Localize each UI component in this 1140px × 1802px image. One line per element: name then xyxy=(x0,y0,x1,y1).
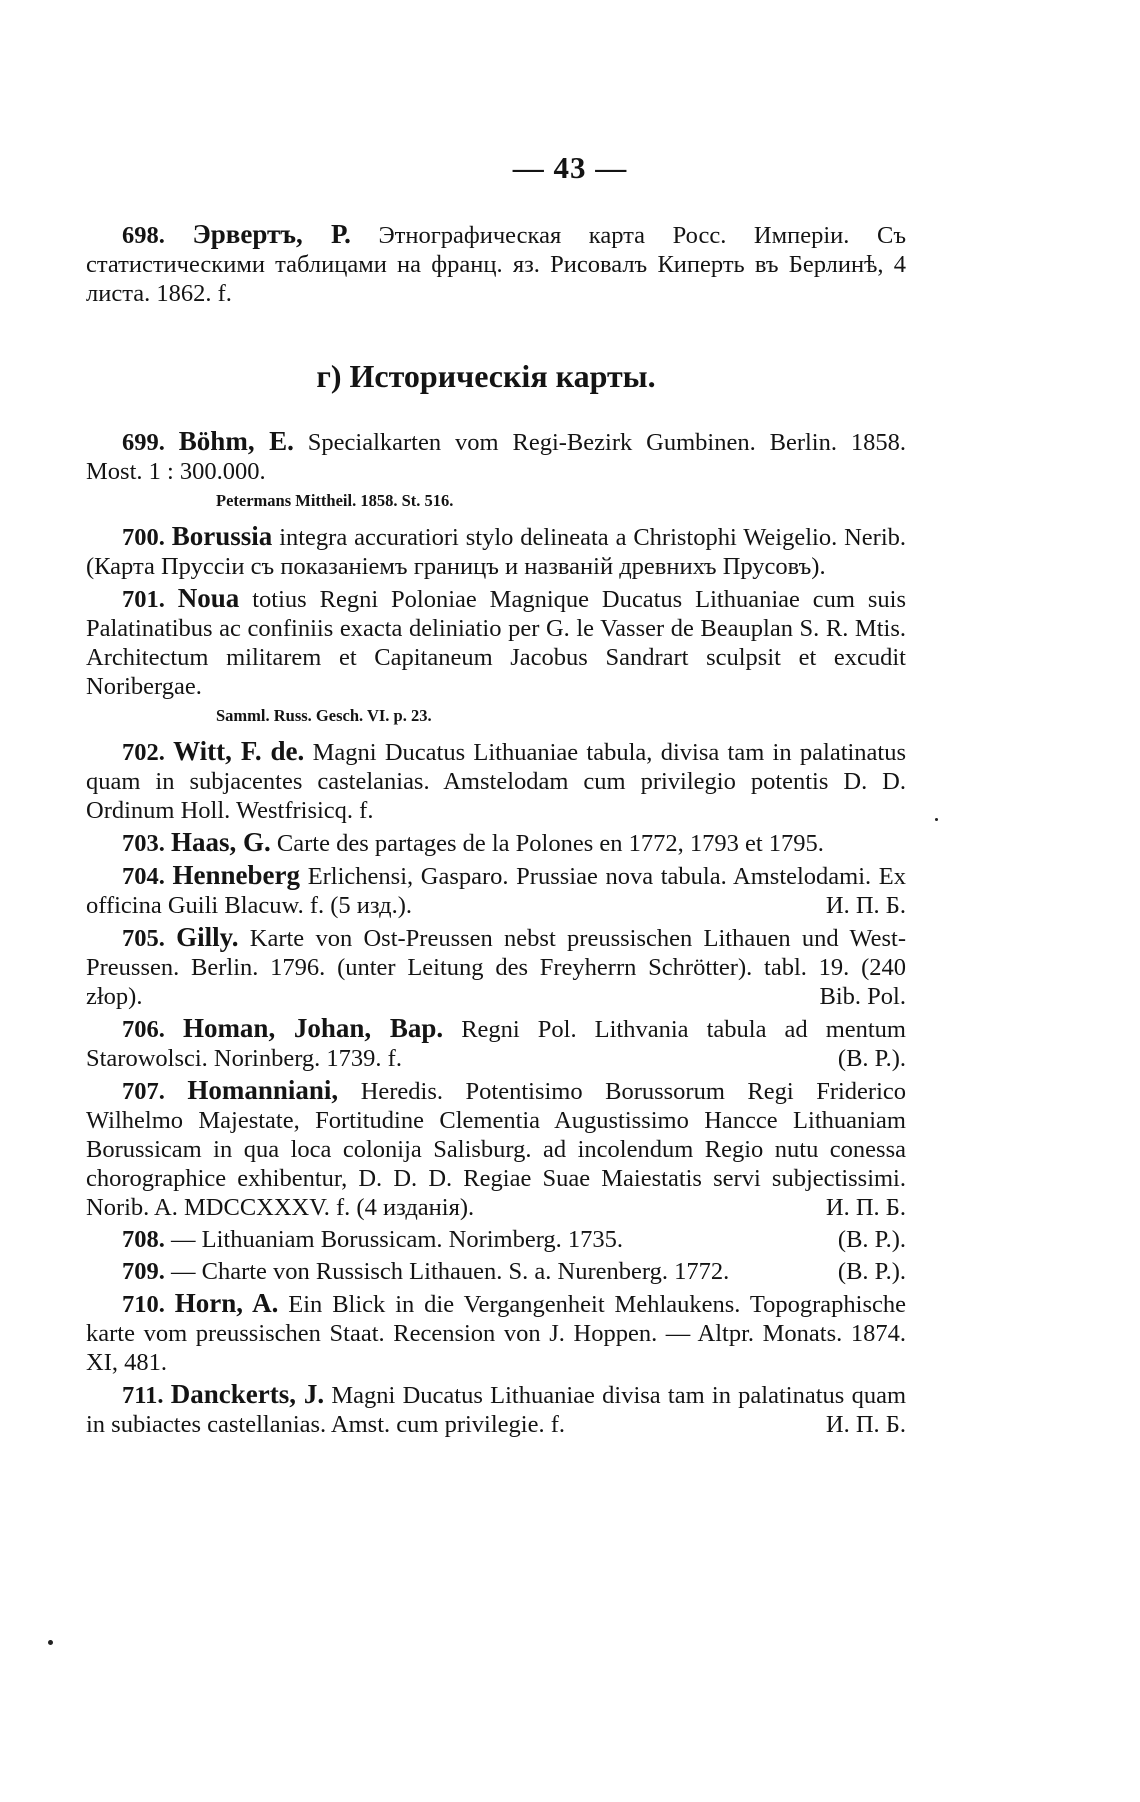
library-siglum: (B. P.). xyxy=(837,1258,906,1285)
library-siglum: (B. P.). xyxy=(837,1045,906,1072)
library-siglum: (B. P.). xyxy=(837,1226,906,1253)
entry-text: Magni Ducatus Lithuaniae divisa tam in palatinatus quam in subiactes castellanias. Amst. cum privilegie. f. xyxy=(86,1382,906,1438)
library-siglum: И. П. Б. xyxy=(825,1411,906,1438)
entry-text: Carte des partages de la Polones en 1772, 1793 et 1795. xyxy=(276,830,824,857)
library-siglum: И. П. Б. xyxy=(825,1194,906,1221)
entry-author: Эрвертъ, Р. xyxy=(192,219,351,249)
entry-number: 706. xyxy=(122,1016,165,1043)
entry-number: 702. xyxy=(122,739,165,766)
entry-711 xyxy=(86,1380,906,1439)
entry-number: 711. xyxy=(122,1382,164,1409)
entry-text: Karte von Ost-Preussen nebst preussischen Lithauen und West-Preussen. Berlin. 1796. (unter Leitung des Freyherrn Schrötter). tabl. 19. (240 złop). xyxy=(86,925,907,1010)
entry-705 xyxy=(86,923,906,1011)
bibliography-list xyxy=(86,220,906,1442)
entry-number: 705. xyxy=(122,925,165,952)
entry-author: Danckerts, J. xyxy=(170,1379,325,1409)
entry-704 xyxy=(86,861,906,920)
print-speck xyxy=(935,818,938,821)
entry-author: Böhm, E. xyxy=(178,426,294,456)
entry-author: Homan, Johan, Bap. xyxy=(182,1013,444,1043)
entry-number: 708. xyxy=(122,1226,165,1253)
entry-author: Henneberg xyxy=(172,860,301,890)
entry-699 xyxy=(86,427,906,486)
entry-701 xyxy=(86,584,906,701)
entry-709 xyxy=(86,1257,906,1286)
entry-author: Horn, A. xyxy=(174,1288,279,1318)
library-siglum: И. П. Б. xyxy=(825,892,906,919)
page-number: — 43 — xyxy=(512,150,628,185)
entry-text: — Lithuaniam Borussicam. Norimberg. 1735. xyxy=(171,1226,624,1253)
entry-number: 700. xyxy=(122,524,165,551)
entry-author: Borussia xyxy=(171,521,273,551)
entry-text: Specialkarten vom Regi-Bezirk Gumbinen. Berlin. 1858. Most. 1 : 300.000. xyxy=(86,429,907,485)
entry-author: Homanniani, xyxy=(187,1075,339,1105)
section-heading: г) Историческія карты. xyxy=(316,358,656,394)
entry-708 xyxy=(86,1225,906,1254)
entry-number: 704. xyxy=(122,863,165,890)
entry-number: 709. xyxy=(122,1258,165,1285)
entry-707 xyxy=(86,1076,906,1222)
entry-author: Gilly. xyxy=(176,922,239,952)
entry-author: Haas, G. xyxy=(171,827,271,857)
entry-text: integra accuratiori stylo delineata a Christophi Weigelio. Nerib. (Карта Пруссіи съ показаніемъ границъ и названій древнихъ Прусовъ). xyxy=(86,524,906,580)
entry-source: Petermans Mittheil. 1858. St. 516. xyxy=(216,491,454,510)
entry-number: 710. xyxy=(122,1291,165,1318)
entry-number: 701. xyxy=(122,586,165,613)
entry-702 xyxy=(86,737,906,825)
entry-text: Magni Ducatus Lithuaniae tabula, divisa tam in palatinatus quam in subjacentes castelanias. Amstelodam cum privilegio potentis D. D. Ordinum Holl. Westfrisicq. f. xyxy=(86,739,907,824)
entry-number: 707. xyxy=(122,1078,165,1105)
entry-698 xyxy=(86,220,906,308)
entry-text: Erlichensi, Gasparo. Prussiae nova tabula. Amstelodami. Ex officina Guili Blacuw. f. (5 изд.). xyxy=(86,863,907,919)
entry-text: Ein Blick in die Vergangenheit Mehlaukens. Topographische karte vom preussischen Staat. Recension von J. Hoppen. — Altpr. Monats. 1874. XI, 481. xyxy=(86,1291,907,1376)
entry-number: 699. xyxy=(122,429,165,456)
entry-710 xyxy=(86,1289,906,1377)
entry-703 xyxy=(86,828,906,858)
entry-text: Heredis. Potentisimo Borussorum Regi Friderico Wilhelmo Majestate, Fortitudine Clementia Augustissimo Hancce Lithuaniam Borussicam in qua loca colonija Salisburg. ad incolendum Regio nutu conessa chorographice exhibentur, D. D. D. Regiae Suae Maiestatis servi subjectissimi. Norib. A. MDCCXXXV. f. (4 изданія). xyxy=(86,1078,907,1221)
entry-number: 698. xyxy=(122,222,165,249)
entry-text: Regni Pol. Lithvania tabula ad mentum Starowolsci. Norinberg. 1739. f. xyxy=(86,1016,906,1072)
entry-author: Noua xyxy=(177,583,240,613)
entry-706 xyxy=(86,1014,906,1073)
print-speck xyxy=(48,1640,53,1645)
entry-text: — Charte von Russisch Lithauen. S. a. Nurenberg. 1772. xyxy=(171,1258,730,1285)
entry-author: Witt, F. de. xyxy=(173,736,305,766)
entry-number: 703. xyxy=(122,830,165,857)
entry-text: Этнографическая карта Росс. Имперіи. Съ статистическими таблицами на франц. яз. Рисовалъ Киперть въ Берлинѣ, 4 листа. 1862. f. xyxy=(86,222,906,307)
entry-source: Samml. Russ. Gesch. VI. p. 23. xyxy=(216,706,432,725)
library-siglum: Bib. Pol. xyxy=(819,983,906,1010)
entry-text: totius Regni Poloniae Magnique Ducatus Lithuaniae cum suis Palatinatibus ac confiniis exacta deliniatio per G. le Vasser de Beauplan S. R. Mtis. Architectum militarem et Capitaneum Jacobus Sandrart sculpsit et excudit Noribergae. xyxy=(86,586,907,700)
entry-700 xyxy=(86,522,906,581)
